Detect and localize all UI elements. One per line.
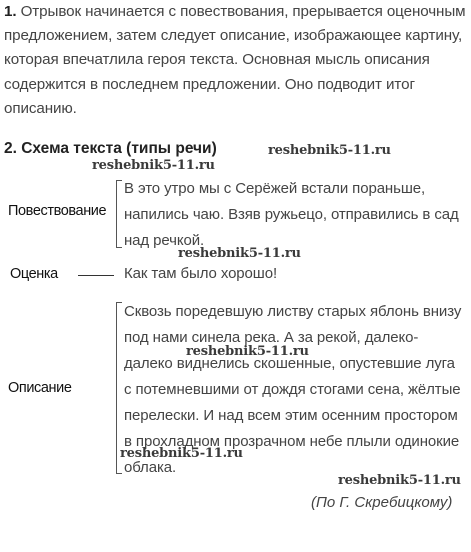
watermark: reshebnik5-11.ru (268, 143, 391, 158)
watermark: reshebnik5-11.ru (120, 446, 243, 461)
watermark: reshebnik5-11.ru (178, 246, 301, 261)
author-attribution: (По Г. Скребицкому) (311, 494, 453, 511)
watermark: reshebnik5-11.ru (338, 473, 461, 488)
description-bracket (116, 302, 122, 474)
description-label: Описание (8, 380, 72, 396)
watermark: reshebnik5-11.ru (92, 158, 215, 173)
description-text: Сквозь поредевшую листву старых яблонь внизу под нами синела река. А за рекой, далеко-далеко виднелись скошенные, опустевшие луга с потемневшими от дождя стогами сена, жёлтые перелески. И над всем этим осенним простором в прохладном прозрачном небе плыли одинокие облака. (124, 303, 462, 476)
evaluation-label: Оценка (10, 266, 58, 282)
task1-paragraph (4, 0, 466, 121)
task2-heading: 2. Схема текста (типы речи) (4, 140, 217, 157)
narration-label: Повествование (8, 203, 107, 219)
task1-number: 1. (4, 3, 17, 20)
evaluation-connector (78, 275, 114, 276)
task1-text: Отрывок начинается с повествования, прерывается оценочным предложением, затем следует описание, изображающее картину, которая впечатлила героя текста. Основная мысль описания содержится в последнем предложении. Оно подводит итог описанию. (4, 3, 466, 117)
narration-bracket (116, 180, 122, 248)
narration-text: В это утро мы с Серёжей встали пораньше, напились чаю. Взяв ружьецо, отправились в сад над речкой. (124, 180, 459, 249)
evaluation-text: Как там было хорошо! (124, 265, 278, 282)
watermark: reshebnik5-11.ru (186, 344, 309, 359)
